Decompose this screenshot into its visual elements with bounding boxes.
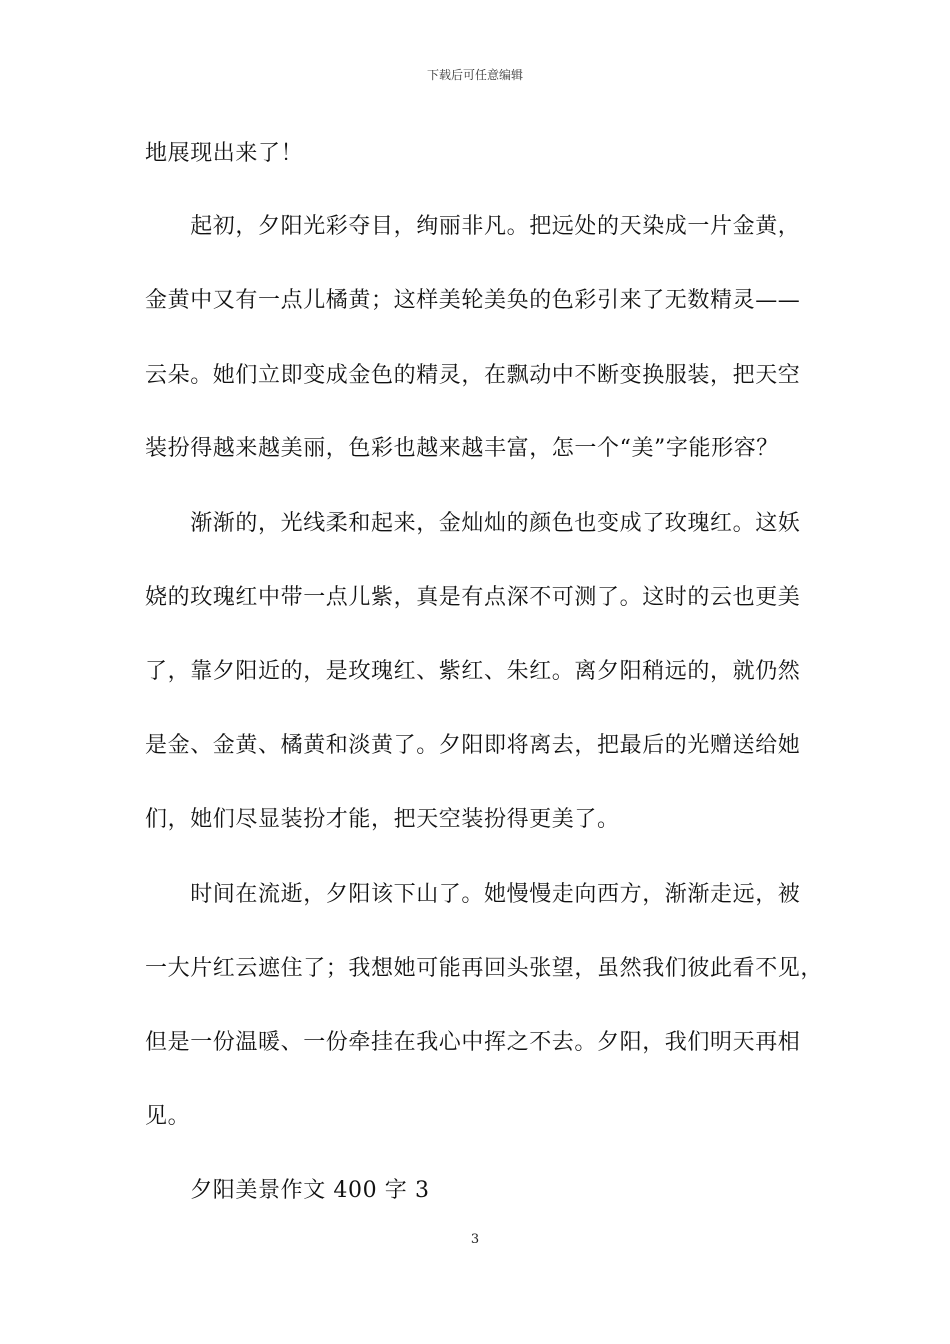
text-line: 时间在流逝，夕阳该下山了。她慢慢走向西方，渐渐走远，被 (145, 882, 801, 907)
text-line: 云朵。她们立即变成金色的精灵，在飘动中不断变换服装，把天空 (145, 363, 801, 388)
page-header: 下载后可任意编辑 (426, 68, 523, 82)
text-line: 装扮得越来越美丽，色彩也越来越丰富，怎一个“美”字能形容？ (145, 436, 779, 461)
text-line: 金黄中又有一点儿橘黄；这样美轮美奂的色彩引来了无数精灵—— (145, 288, 801, 313)
text-line: 是金、金黄、橘黄和淡黄了。夕阳即将离去，把最后的光赠送给她 (145, 733, 801, 758)
text-line: 起初，夕阳光彩夺目，绚丽非凡。把远处的天染成一片金黄， (145, 214, 801, 239)
text-line: 见。 (145, 1104, 191, 1129)
text-line: 们，她们尽显装扮才能，把天空装扮得更美了。 (145, 807, 620, 832)
page-number: 3 (470, 1232, 480, 1247)
section-heading: 夕阳美景作文 400 字 3 (145, 1178, 430, 1203)
text-line: 但是一份温暖、一份牵挂在我心中挥之不去。夕阳，我们明天再相 (145, 1030, 801, 1055)
text-line: 地展现出来了！ (145, 141, 304, 166)
text-line: 一大片红云遮住了；我想她可能再回头张望，虽然我们彼此看不见， (145, 956, 824, 981)
text-line: 娆的玫瑰红中带一点儿紫，真是有点深不可测了。这时的云也更美 (145, 585, 801, 610)
text-line: 渐渐的，光线柔和起来，金灿灿的颜色也变成了玫瑰红。这妖 (145, 511, 801, 536)
text-line: 了，靠夕阳近的，是玫瑰红、紫红、朱红。离夕阳稍远的，就仍然 (145, 659, 801, 684)
